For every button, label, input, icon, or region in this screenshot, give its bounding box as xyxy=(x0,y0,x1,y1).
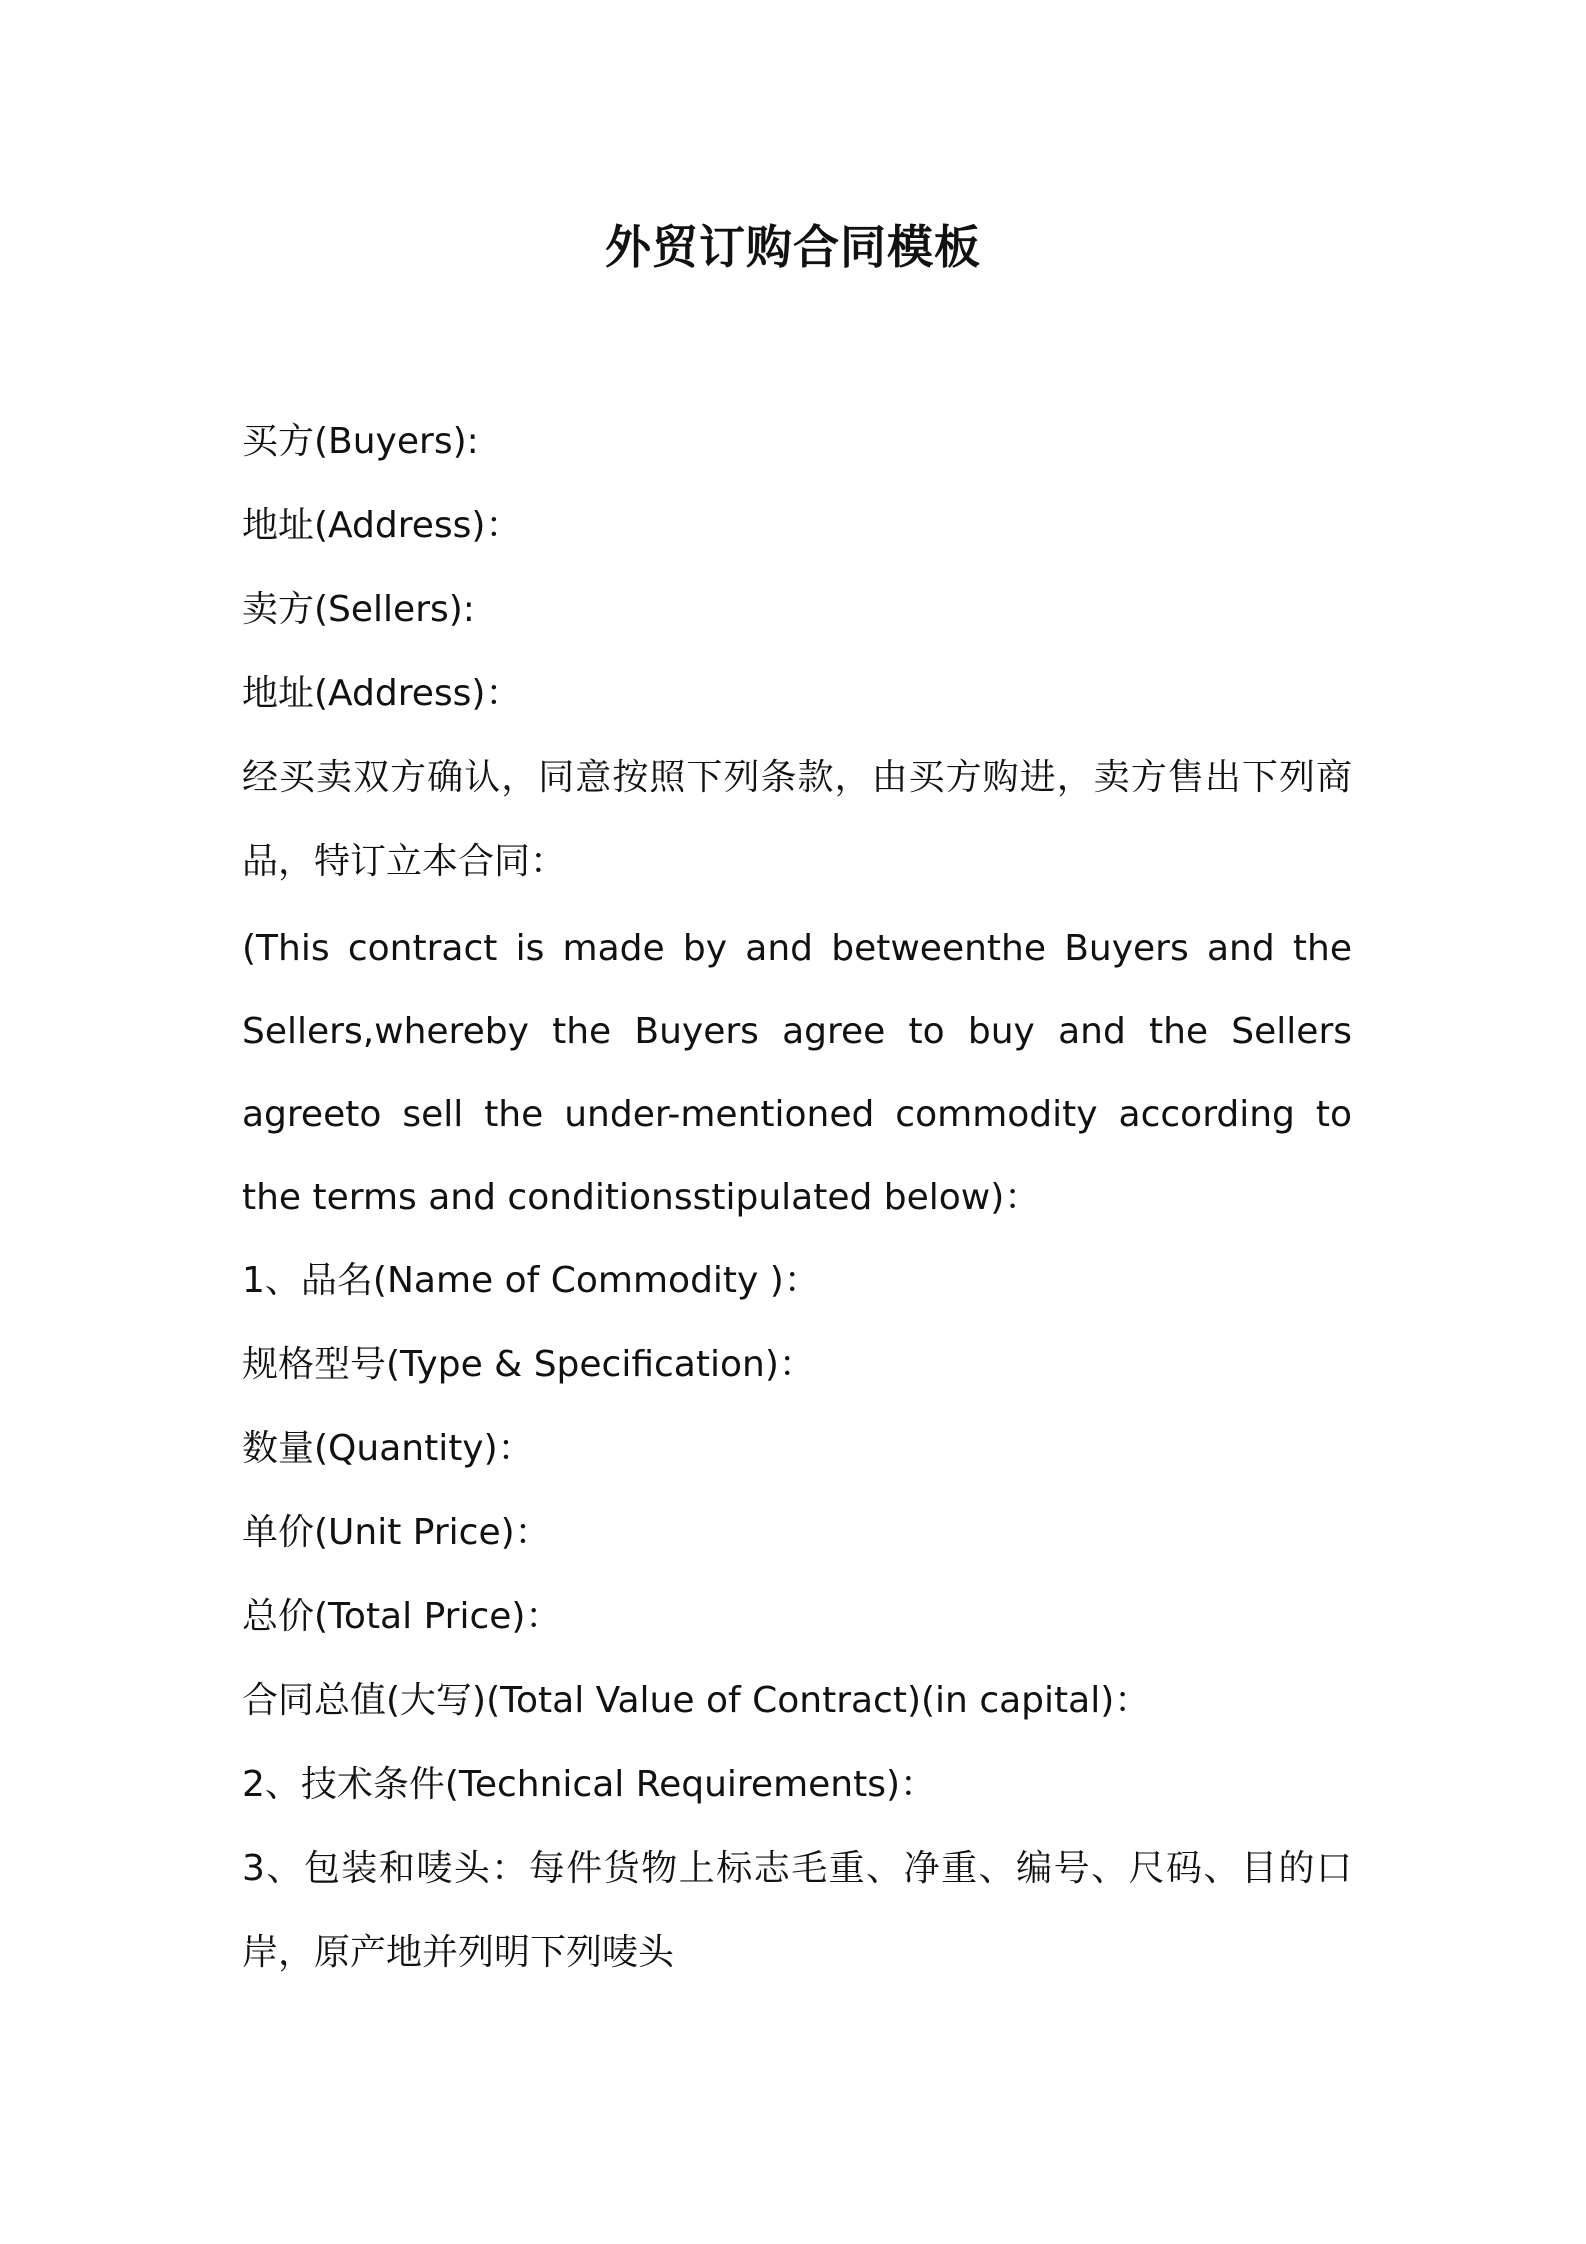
sellers-field: 卖方(Sellers): xyxy=(242,589,475,630)
quantity-field: 数量(Quantity)： xyxy=(242,1428,534,1469)
buyers-address-field: 地址(Address)： xyxy=(242,505,522,546)
total-value-field: 合同总值(大写)(Total Value of Contract)(in capital)： xyxy=(242,1680,1151,1721)
packing-marks-paragraph: 3、包装和唛头：每件货物上标志毛重、净重、编号、尺码、目的口岸，原产地并列明下列唛头 xyxy=(242,1848,1352,1973)
sellers-address-field: 地址(Address)： xyxy=(242,673,522,714)
specification-field: 规格型号(Type & Specification)： xyxy=(242,1344,815,1385)
technical-requirements-field: 2、技术条件(Technical Requirements)： xyxy=(242,1764,937,1805)
intro-chinese-paragraph: 经买卖双方确认，同意按照下列条款，由买方购进，卖方售出下列商品，特订立本合同： xyxy=(242,757,1352,882)
total-price-field: 总价(Total Price)： xyxy=(242,1596,562,1637)
intro-english-paragraph: (This contract is made by and betweenthe Buyers and the Sellers,whereby the Buyers agree to buy and the Sellers agreeto sell the under-mentioned commodity according to the terms and conditionsstipulated below)： xyxy=(242,928,1352,1218)
unit-price-field: 单价(Unit Price)： xyxy=(242,1512,551,1553)
commodity-name-field: 1、品名(Name of Commodity )： xyxy=(242,1260,820,1301)
buyers-field: 买方(Buyers): xyxy=(242,421,479,462)
document-body xyxy=(242,400,1352,1995)
document-title: 外贸订购合同模板 xyxy=(605,220,981,274)
